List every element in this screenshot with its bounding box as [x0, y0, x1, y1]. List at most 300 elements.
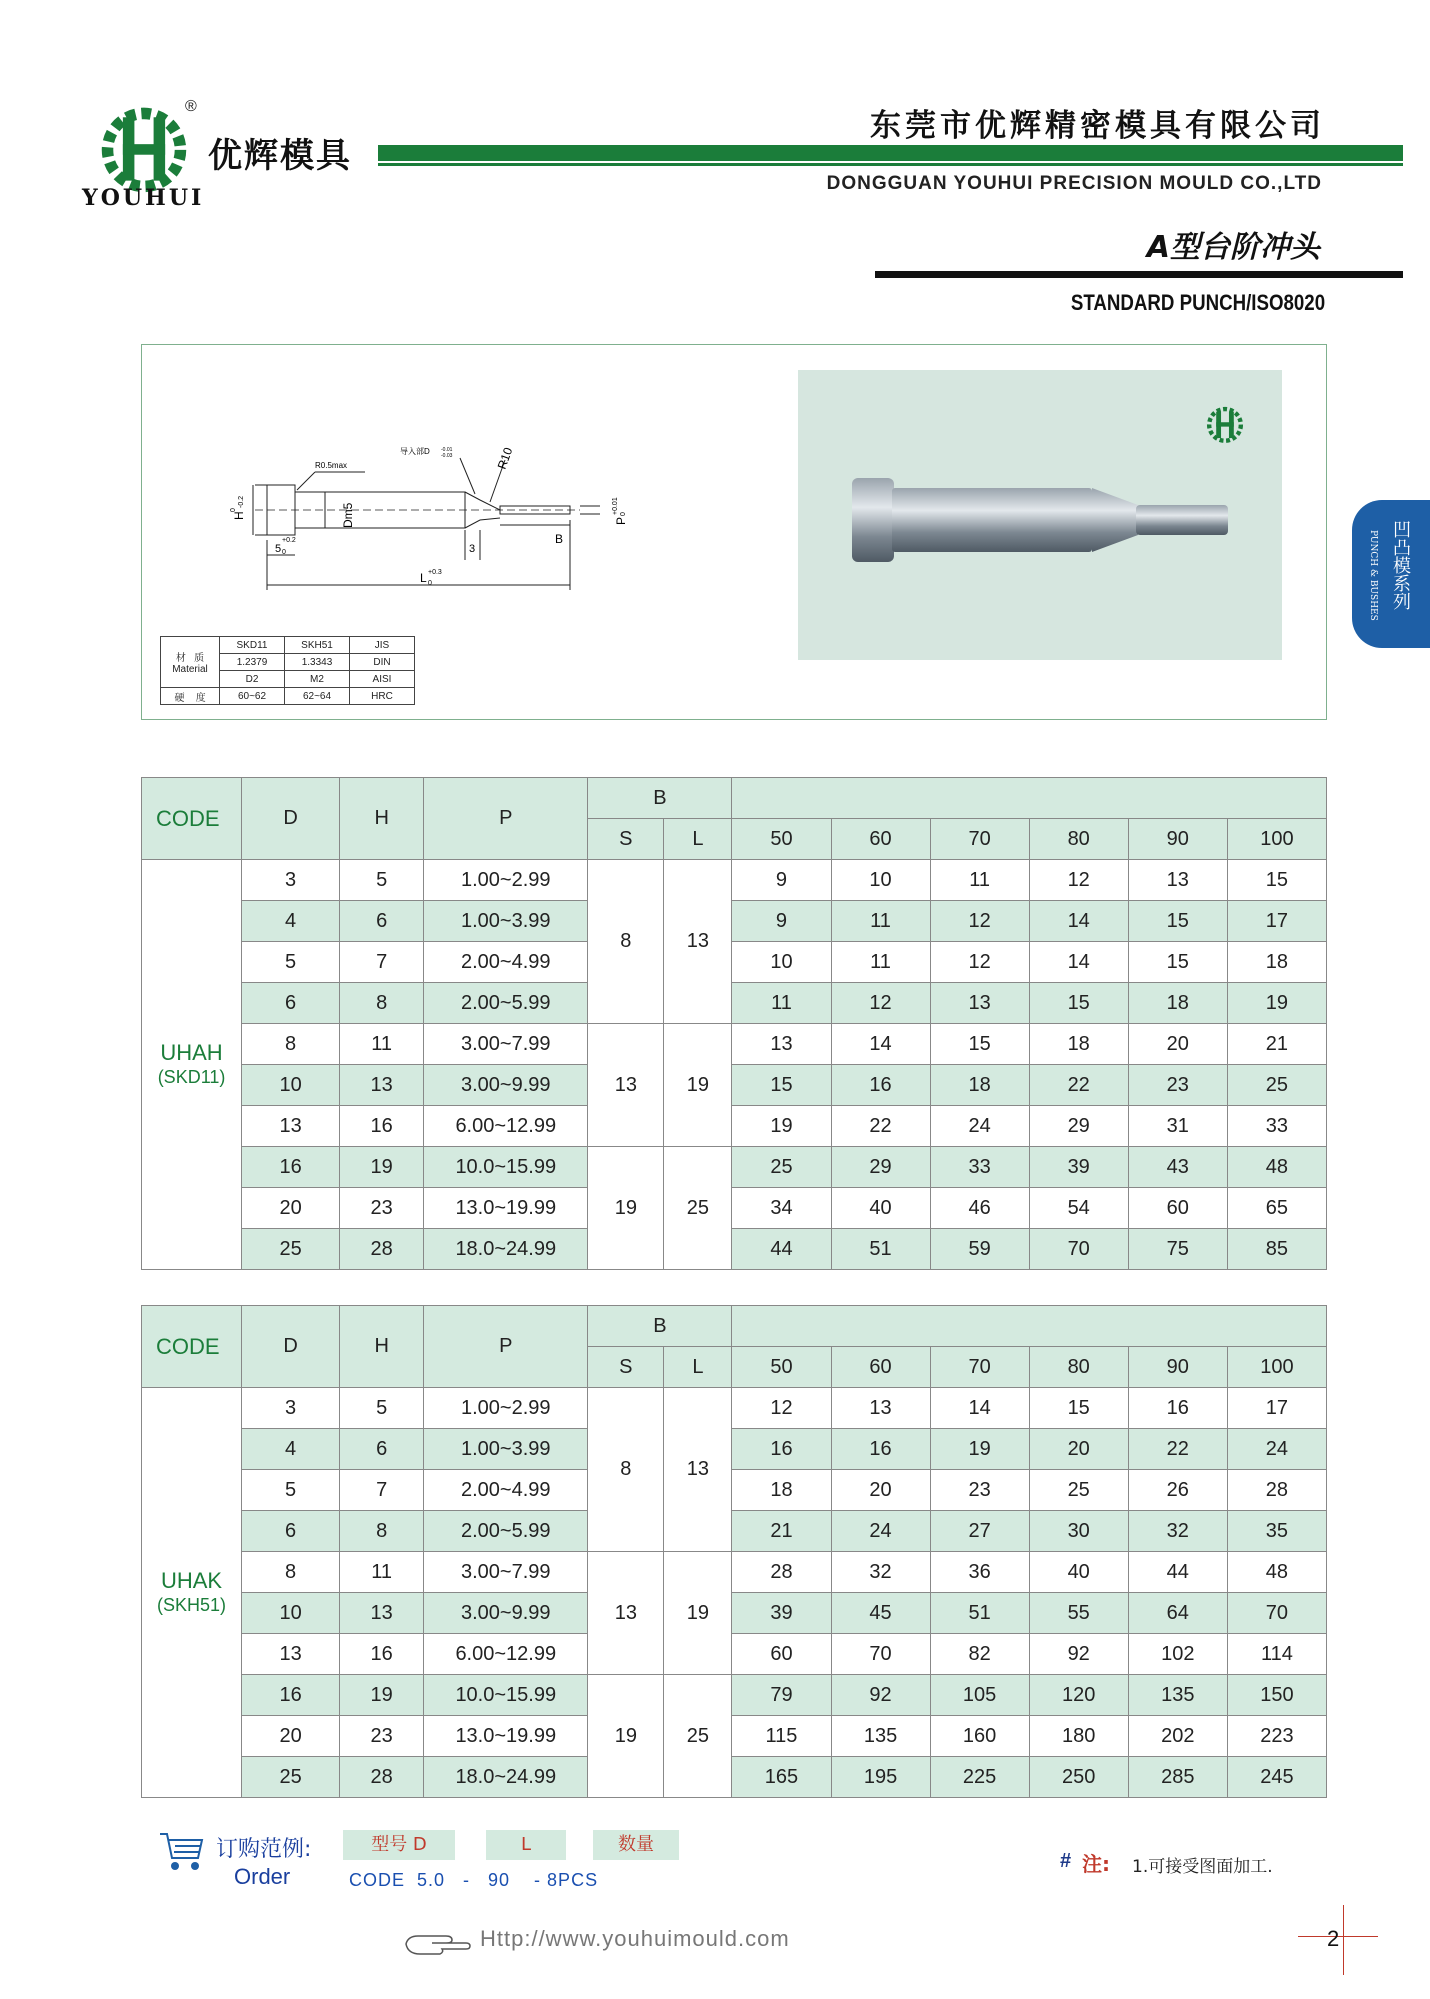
p-cell: 2.00~4.99: [424, 942, 588, 983]
drawing-p-label: P: [614, 516, 628, 525]
material-cell: M2: [285, 671, 350, 688]
price-cell: 10: [831, 860, 930, 901]
price-cell: 16: [1128, 1388, 1227, 1429]
table-row: [142, 1470, 1327, 1511]
l-cell: 19: [664, 1552, 732, 1675]
price-cell: 115: [732, 1716, 831, 1757]
product-code-cell: [142, 860, 242, 1270]
price-cell: 39: [1029, 1147, 1128, 1188]
side-tab-label-cn: 凹凸模系列: [1390, 520, 1411, 610]
price-cell: 92: [1029, 1634, 1128, 1675]
h-cell: 8: [340, 1511, 424, 1552]
price-cell: 12: [831, 983, 930, 1024]
price-cell: 285: [1128, 1757, 1227, 1798]
product-title-rule: [875, 271, 1403, 278]
drawing-guide-label: 导入部D: [400, 447, 430, 456]
price-cell: 250: [1029, 1757, 1128, 1798]
price-cell: 25: [1227, 1065, 1326, 1106]
price-cell: 15: [732, 1065, 831, 1106]
uhah-spec-table: [141, 777, 1327, 1270]
table-row: [142, 1388, 1327, 1429]
table-row: [142, 1757, 1327, 1798]
price-cell: 60: [1128, 1188, 1227, 1229]
product-title-en: STANDARD PUNCH/ISO8020: [1070, 290, 1325, 315]
price-cell: 60: [732, 1634, 831, 1675]
h-cell: 7: [340, 1470, 424, 1511]
hardness-cell: 60~62: [220, 688, 285, 705]
price-cell: 18: [1128, 983, 1227, 1024]
h-header: H: [340, 1306, 424, 1388]
price-cell: 25: [732, 1147, 831, 1188]
length-header: 80: [1029, 1347, 1128, 1388]
h-cell: 16: [340, 1106, 424, 1147]
drawing-guide-tol-up: -0.01: [441, 447, 453, 453]
l-cell: 13: [664, 1388, 732, 1552]
h-cell: 11: [340, 1552, 424, 1593]
hardness-label-cn-1: 硬: [174, 692, 185, 704]
price-cell: 48: [1227, 1147, 1326, 1188]
price-cell: 43: [1128, 1147, 1227, 1188]
p-cell: 3.00~7.99: [424, 1024, 588, 1065]
drawing-three-label: 3: [469, 543, 476, 555]
table-row: [142, 1429, 1327, 1470]
page-number: 2: [1327, 1926, 1340, 1951]
h-header: H: [340, 778, 424, 860]
material-label: [161, 637, 220, 688]
length-header: 80: [1029, 819, 1128, 860]
price-cell: 32: [1128, 1511, 1227, 1552]
price-cell: 15: [1029, 1388, 1128, 1429]
price-cell: 48: [1227, 1552, 1326, 1593]
price-cell: 10: [732, 942, 831, 983]
note-text: 1.可接受图面加工.: [1132, 1857, 1273, 1877]
hardness-label-cn-2: 度: [195, 692, 206, 704]
price-cell: 40: [831, 1188, 930, 1229]
length-header: 90: [1128, 1347, 1227, 1388]
drawing-radius-large: R10: [494, 445, 516, 472]
d-cell: 13: [242, 1634, 340, 1675]
d-cell: 8: [242, 1552, 340, 1593]
d-cell: 10: [242, 1065, 340, 1106]
h-cell: 5: [340, 860, 424, 901]
order-label-cn: 订购范例:: [216, 1837, 312, 1862]
price-cell: 13: [930, 983, 1029, 1024]
price-cell: 12: [732, 1388, 831, 1429]
price-cell: 70: [831, 1634, 930, 1675]
p-cell: 3.00~9.99: [424, 1593, 588, 1634]
drawing-h-label: H: [232, 511, 246, 520]
price-cell: 202: [1128, 1716, 1227, 1757]
table-row: [142, 1716, 1327, 1757]
table-row: [142, 983, 1327, 1024]
h-cell: 6: [340, 901, 424, 942]
b-header: B: [588, 778, 732, 819]
material-table: [160, 636, 415, 705]
price-cell: 14: [930, 1388, 1029, 1429]
website-link[interactable]: Http://www.youhuimould.com: [480, 1926, 790, 1951]
length-header: 70: [930, 819, 1029, 860]
hardness-standard: HRC: [350, 688, 415, 705]
p-cell: 13.0~19.99: [424, 1188, 588, 1229]
price-cell: 44: [732, 1229, 831, 1270]
material-cell: 1.3343: [285, 654, 350, 671]
table-row: [142, 1147, 1327, 1188]
d-cell: 5: [242, 942, 340, 983]
drawing-radius-small: R0.5max: [315, 461, 348, 470]
h-cell: 23: [340, 1716, 424, 1757]
l-cell: 25: [664, 1147, 732, 1270]
shopping-cart-icon: [158, 1830, 206, 1874]
p-header: P: [424, 1306, 588, 1388]
table-row: [142, 942, 1327, 983]
price-cell: 16: [831, 1065, 930, 1106]
price-cell: 18: [930, 1065, 1029, 1106]
price-cell: 65: [1227, 1188, 1326, 1229]
price-cell: 45: [831, 1593, 930, 1634]
table-row: [142, 1511, 1327, 1552]
price-cell: 26: [1128, 1470, 1227, 1511]
table-row: [142, 1593, 1327, 1634]
hardness-label: [161, 688, 220, 705]
d-header: D: [242, 1306, 340, 1388]
s-header: S: [588, 819, 664, 860]
h-cell: 16: [340, 1634, 424, 1675]
material-label-cn-2: 质: [194, 653, 205, 664]
length-header: 60: [831, 1347, 930, 1388]
d-cell: 25: [242, 1229, 340, 1270]
s-cell: 13: [588, 1552, 664, 1675]
price-cell: 11: [732, 983, 831, 1024]
price-cell: 11: [831, 901, 930, 942]
price-cell: 11: [831, 942, 930, 983]
price-cell: 75: [1128, 1229, 1227, 1270]
price-cell: 9: [732, 901, 831, 942]
brand-name-cn: 优辉模具: [208, 136, 352, 176]
d-cell: 16: [242, 1147, 340, 1188]
price-cell: 15: [930, 1024, 1029, 1065]
p-cell: 1.00~2.99: [424, 860, 588, 901]
price-cell: 22: [1029, 1065, 1128, 1106]
d-cell: 4: [242, 901, 340, 942]
hardness-cell: 62~64: [285, 688, 350, 705]
length-header-blank: [732, 1306, 1327, 1347]
p-cell: 1.00~2.99: [424, 1388, 588, 1429]
d-cell: 20: [242, 1188, 340, 1229]
material-standard: JIS: [350, 637, 415, 654]
price-cell: 24: [930, 1106, 1029, 1147]
h-cell: 8: [340, 983, 424, 1024]
s-cell: 8: [588, 860, 664, 1024]
price-cell: 17: [1227, 1388, 1326, 1429]
length-header: 70: [930, 1347, 1029, 1388]
price-cell: 27: [930, 1511, 1029, 1552]
table-row: [142, 1065, 1327, 1106]
price-cell: 15: [1227, 860, 1326, 901]
price-cell: 55: [1029, 1593, 1128, 1634]
order-field-model-d: 型号 D: [343, 1830, 455, 1860]
table-row: [142, 1552, 1327, 1593]
price-cell: 64: [1128, 1593, 1227, 1634]
length-header: 100: [1227, 1347, 1326, 1388]
price-cell: 25: [1029, 1470, 1128, 1511]
p-cell: 18.0~24.99: [424, 1757, 588, 1798]
drawing-h-tol-up: 0: [230, 508, 237, 512]
price-cell: 225: [930, 1757, 1029, 1798]
company-name-en: DONGGUAN YOUHUI PRECISION MOULD CO.,LTD: [826, 173, 1322, 194]
h-cell: 13: [340, 1065, 424, 1106]
product-code-material: (SKH51): [157, 1594, 227, 1615]
d-cell: 10: [242, 1593, 340, 1634]
price-cell: 82: [930, 1634, 1029, 1675]
note-mark: #: [1060, 1850, 1072, 1872]
price-cell: 245: [1227, 1757, 1326, 1798]
material-standard: AISI: [350, 671, 415, 688]
material-cell: SKH51: [285, 637, 350, 654]
price-cell: 18: [1227, 942, 1326, 983]
price-cell: 12: [1029, 860, 1128, 901]
h-cell: 6: [340, 1429, 424, 1470]
price-cell: 12: [930, 901, 1029, 942]
price-cell: 28: [732, 1552, 831, 1593]
price-cell: 18: [732, 1470, 831, 1511]
length-header: 50: [732, 819, 831, 860]
price-cell: 180: [1029, 1716, 1128, 1757]
length-header: 90: [1128, 819, 1227, 860]
price-cell: 51: [930, 1593, 1029, 1634]
d-cell: 3: [242, 1388, 340, 1429]
price-cell: 19: [1227, 983, 1326, 1024]
order-example: CODE 5.0 - 90 - 8PCS: [349, 1870, 599, 1890]
price-cell: 70: [1227, 1593, 1326, 1634]
price-cell: 46: [930, 1188, 1029, 1229]
material-standard: DIN: [350, 654, 415, 671]
p-cell: 18.0~24.99: [424, 1229, 588, 1270]
d-cell: 16: [242, 1675, 340, 1716]
table-row: [142, 1024, 1327, 1065]
pointing-hand-icon: [402, 1926, 472, 1960]
table-row: [142, 860, 1327, 901]
h-cell: 28: [340, 1757, 424, 1798]
price-cell: 18: [1029, 1024, 1128, 1065]
header-rule-thin: [378, 163, 1403, 166]
price-cell: 85: [1227, 1229, 1326, 1270]
price-cell: 79: [732, 1675, 831, 1716]
l-header: L: [664, 1347, 732, 1388]
d-cell: 6: [242, 1511, 340, 1552]
product-title-cn: A型台阶冲头: [1146, 230, 1320, 265]
b-header: B: [588, 1306, 732, 1347]
brand-name-en: YOUHUI: [82, 185, 205, 211]
price-cell: 21: [1227, 1024, 1326, 1065]
drawing-five-tol-up: +0.2: [282, 537, 296, 544]
price-cell: 15: [1128, 901, 1227, 942]
l-cell: 25: [664, 1675, 732, 1798]
technical-drawing: [205, 430, 665, 600]
order-field-length: L: [486, 1830, 566, 1860]
p-cell: 1.00~3.99: [424, 1429, 588, 1470]
price-cell: 14: [1029, 901, 1128, 942]
material-cell: SKD11: [220, 637, 285, 654]
h-cell: 19: [340, 1675, 424, 1716]
price-cell: 102: [1128, 1634, 1227, 1675]
order-field-quantity: 数量: [593, 1830, 679, 1860]
s-cell: 13: [588, 1024, 664, 1147]
material-cell: D2: [220, 671, 285, 688]
header-rule: [378, 145, 1403, 161]
price-cell: 92: [831, 1675, 930, 1716]
company-logo: [96, 100, 192, 196]
price-cell: 39: [732, 1593, 831, 1634]
price-cell: 160: [930, 1716, 1029, 1757]
drawing-l-label: L: [420, 571, 427, 585]
price-cell: 114: [1227, 1634, 1326, 1675]
drawing-l-tol-up: +0.3: [428, 569, 442, 576]
length-header-blank: [732, 778, 1327, 819]
price-cell: 29: [1029, 1106, 1128, 1147]
length-header: 60: [831, 819, 930, 860]
h-cell: 28: [340, 1229, 424, 1270]
p-cell: 3.00~7.99: [424, 1552, 588, 1593]
price-cell: 135: [1128, 1675, 1227, 1716]
p-cell: 1.00~3.99: [424, 901, 588, 942]
price-cell: 36: [930, 1552, 1029, 1593]
d-cell: 5: [242, 1470, 340, 1511]
price-cell: 150: [1227, 1675, 1326, 1716]
drawing-guide-tol-low: -0.03: [441, 453, 453, 459]
price-cell: 23: [930, 1470, 1029, 1511]
price-cell: 20: [831, 1470, 930, 1511]
price-cell: 14: [1029, 942, 1128, 983]
h-cell: 11: [340, 1024, 424, 1065]
price-cell: 20: [1029, 1429, 1128, 1470]
s-cell: 19: [588, 1147, 664, 1270]
price-cell: 16: [831, 1429, 930, 1470]
drawing-b-label: B: [555, 532, 564, 546]
material-cell: 1.2379: [220, 654, 285, 671]
price-cell: 13: [831, 1388, 930, 1429]
price-cell: 195: [831, 1757, 930, 1798]
s-cell: 8: [588, 1388, 664, 1552]
d-cell: 25: [242, 1757, 340, 1798]
price-cell: 19: [930, 1429, 1029, 1470]
price-cell: 33: [1227, 1106, 1326, 1147]
price-cell: 9: [732, 860, 831, 901]
uhak-spec-table: [141, 1305, 1327, 1798]
length-header: 50: [732, 1347, 831, 1388]
d-header: D: [242, 778, 340, 860]
price-cell: 17: [1227, 901, 1326, 942]
product-code-material: (SKD11): [157, 1066, 226, 1087]
drawing-p-tol-up: +0.01: [612, 497, 619, 515]
h-cell: 5: [340, 1388, 424, 1429]
drawing-h-tol-low: -0.2: [238, 495, 245, 508]
p-cell: 2.00~5.99: [424, 983, 588, 1024]
note-label: 注:: [1082, 1852, 1110, 1876]
price-cell: 16: [732, 1429, 831, 1470]
p-cell: 13.0~19.99: [424, 1716, 588, 1757]
price-cell: 165: [732, 1757, 831, 1798]
h-cell: 19: [340, 1147, 424, 1188]
price-cell: 135: [831, 1716, 930, 1757]
price-cell: 28: [1227, 1470, 1326, 1511]
l-header: L: [664, 819, 732, 860]
price-cell: 33: [930, 1147, 1029, 1188]
drawing-l-tol-low: 0: [428, 580, 432, 587]
price-cell: 12: [930, 942, 1029, 983]
price-cell: 70: [1029, 1229, 1128, 1270]
product-code: UHAK: [160, 1567, 223, 1593]
h-cell: 13: [340, 1593, 424, 1634]
s-cell: 19: [588, 1675, 664, 1798]
p-cell: 10.0~15.99: [424, 1675, 588, 1716]
price-cell: 20: [1128, 1024, 1227, 1065]
table-row: [142, 1675, 1327, 1716]
table-row: [142, 1188, 1327, 1229]
table-row: [142, 1229, 1327, 1270]
price-cell: 51: [831, 1229, 930, 1270]
page-crosshair-v: [1343, 1905, 1344, 1975]
p-header: P: [424, 778, 588, 860]
d-cell: 20: [242, 1716, 340, 1757]
price-cell: 44: [1128, 1552, 1227, 1593]
d-cell: 13: [242, 1106, 340, 1147]
price-cell: 24: [831, 1511, 930, 1552]
price-cell: 13: [732, 1024, 831, 1065]
price-cell: 11: [930, 860, 1029, 901]
price-cell: 23: [1128, 1065, 1227, 1106]
price-cell: 13: [1128, 860, 1227, 901]
drawing-five-label: 5: [275, 543, 282, 555]
price-cell: 105: [930, 1675, 1029, 1716]
code-header: CODE: [142, 1306, 242, 1388]
length-header: 100: [1227, 819, 1326, 860]
price-cell: 40: [1029, 1552, 1128, 1593]
p-cell: 3.00~9.99: [424, 1065, 588, 1106]
product-code: UHAH: [160, 1039, 223, 1065]
drawing-dm-label: Dm5: [341, 502, 355, 528]
price-cell: 21: [732, 1511, 831, 1552]
price-cell: 30: [1029, 1511, 1128, 1552]
price-cell: 223: [1227, 1716, 1326, 1757]
order-label-en: Order: [234, 1864, 291, 1889]
price-cell: 59: [930, 1229, 1029, 1270]
price-cell: 24: [1227, 1429, 1326, 1470]
d-cell: 8: [242, 1024, 340, 1065]
drawing-p-tol-low: 0: [620, 512, 627, 516]
punch-product-image: [848, 470, 1238, 570]
h-cell: 7: [340, 942, 424, 983]
h-cell: 23: [340, 1188, 424, 1229]
price-cell: 120: [1029, 1675, 1128, 1716]
price-cell: 22: [1128, 1429, 1227, 1470]
price-cell: 35: [1227, 1511, 1326, 1552]
table-row: [142, 1106, 1327, 1147]
price-cell: 19: [732, 1106, 831, 1147]
p-cell: 6.00~12.99: [424, 1634, 588, 1675]
p-cell: 2.00~5.99: [424, 1511, 588, 1552]
table-row: [142, 901, 1327, 942]
price-cell: 54: [1029, 1188, 1128, 1229]
p-cell: 6.00~12.99: [424, 1106, 588, 1147]
table-row: [142, 1634, 1327, 1675]
price-cell: 29: [831, 1147, 930, 1188]
product-code-cell: [142, 1388, 242, 1798]
price-cell: 15: [1029, 983, 1128, 1024]
d-cell: 4: [242, 1429, 340, 1470]
price-cell: 32: [831, 1552, 930, 1593]
s-header: S: [588, 1347, 664, 1388]
material-label-en: Material: [172, 664, 208, 675]
